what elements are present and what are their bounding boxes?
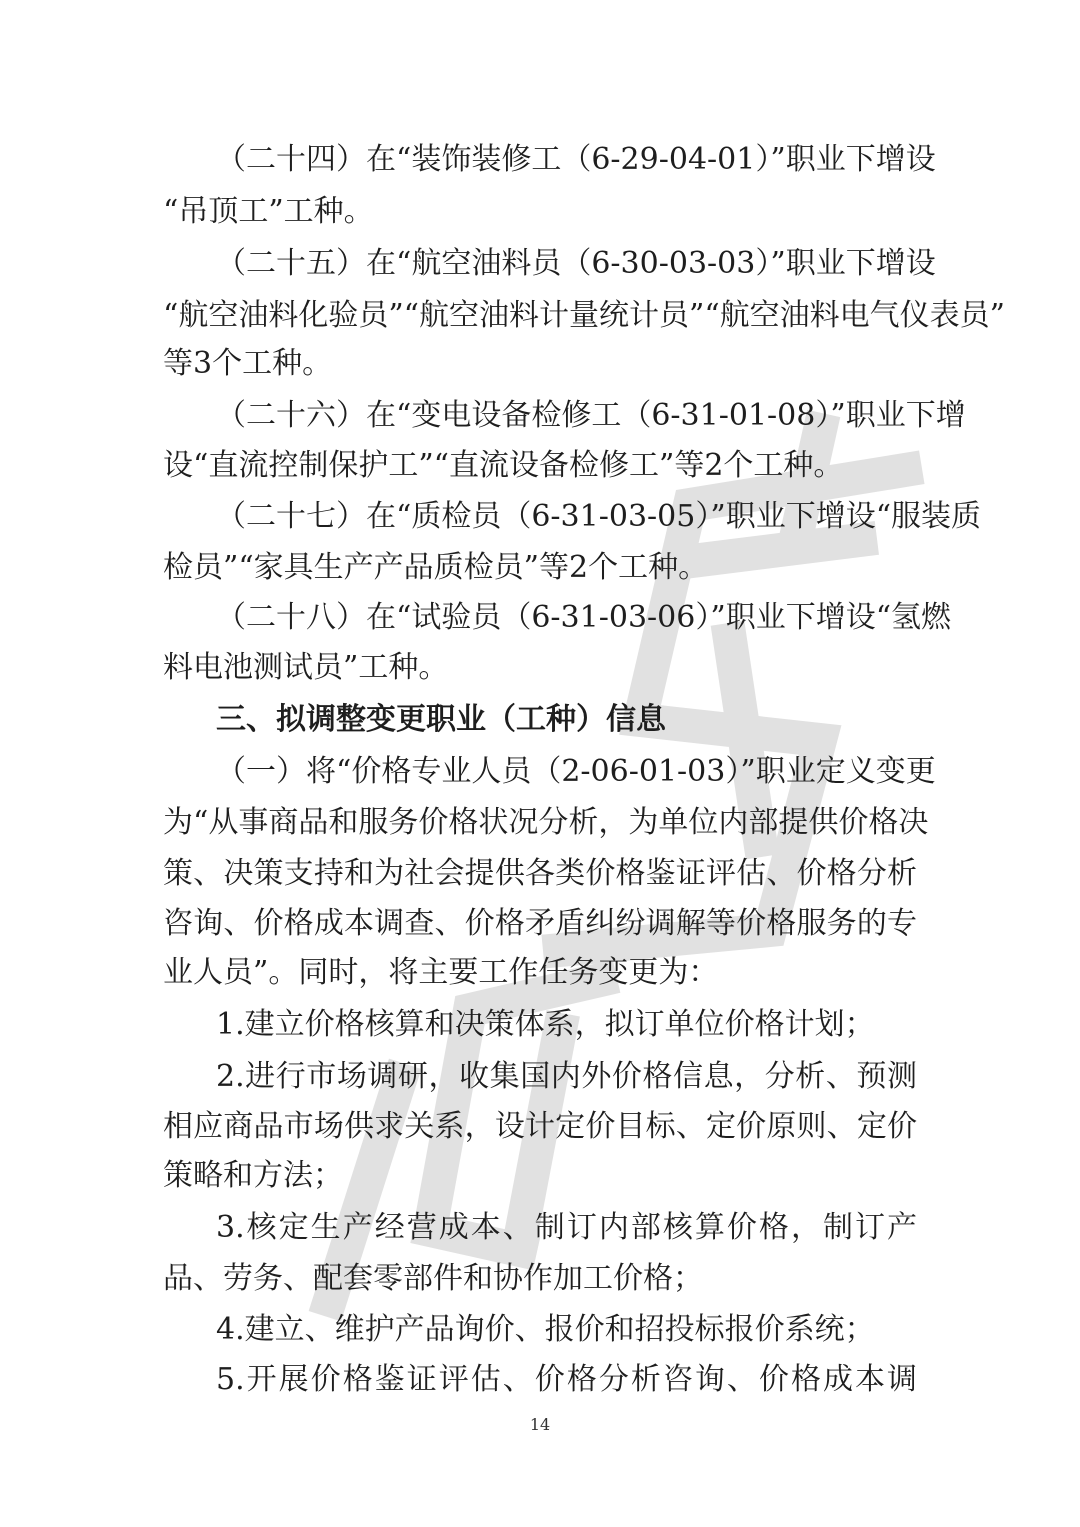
list-item: 5.开展价格鉴证评估、价格分析咨询、价格成本调 [216, 1362, 917, 1397]
section-heading: 三、拟调整变更职业（工种）信息 [216, 702, 666, 737]
paragraph-line: 相应商品市场供求关系，设计定价目标、定价原则、定价 [163, 1109, 917, 1144]
paragraph-line: 设“直流控制保护工”“直流设备检修工”等2个工种。 [163, 448, 844, 483]
list-item: 3.核定生产经营成本、制订内部核算价格，制订产 [216, 1210, 917, 1245]
paragraph-line: 品、劳务、配套零部件和协作加工价格； [163, 1261, 703, 1296]
list-item: 1.建立价格核算和决策体系，拟订单位价格计划； [216, 1007, 875, 1042]
paragraph-line: （二十四）在“装饰装修工（6-29-04-01）”职业下增设 [216, 142, 936, 177]
paragraph-line: （二十六）在“变电设备检修工（6-31-01-08）”职业下增 [216, 398, 966, 433]
paragraph-line: （二十八）在“试验员（6-31-03-06）”职业下增设“氢燃 [216, 600, 952, 635]
list-item: 4.建立、维护产品询价、报价和招投标报价系统； [216, 1312, 875, 1347]
paragraph-line: 咨询、价格成本调查、价格矛盾纠纷调解等价格服务的专 [163, 906, 917, 941]
paragraph-line: 等3个工种。 [163, 346, 333, 381]
paragraph-line: （一）将“价格专业人员（2-06-01-03）”职业定义变更 [216, 754, 936, 789]
paragraph-line: “航空油料化验员”“航空油料计量统计员”“航空油料电气仪表员” [163, 298, 1006, 333]
paragraph-line: （二十五）在“航空油料员（6-30-03-03）”职业下增设 [216, 246, 936, 281]
paragraph-line: 检员”“家具生产产品质检员”等2个工种。 [163, 550, 709, 585]
paragraph-line: 料电池测试员”工种。 [163, 650, 449, 685]
list-item: 2.进行市场调研，收集国内外价格信息，分析、预测 [216, 1059, 917, 1094]
paragraph-line: “吊顶工”工种。 [163, 194, 374, 229]
paragraph-line: 策、决策支持和为社会提供各类价格鉴证评估、价格分析 [163, 856, 917, 891]
paragraph-line: 为“从事商品和服务价格状况分析，为单位内部提供价格决 [163, 805, 929, 840]
page-number: 14 [529, 1415, 551, 1434]
paragraph-line: 业人员”。同时，将主要工作任务变更为： [163, 955, 719, 990]
paragraph-line: （二十七）在“质检员（6-31-03-05）”职业下增设“服装质 [216, 499, 982, 534]
paragraph-line: 策略和方法； [163, 1158, 343, 1193]
